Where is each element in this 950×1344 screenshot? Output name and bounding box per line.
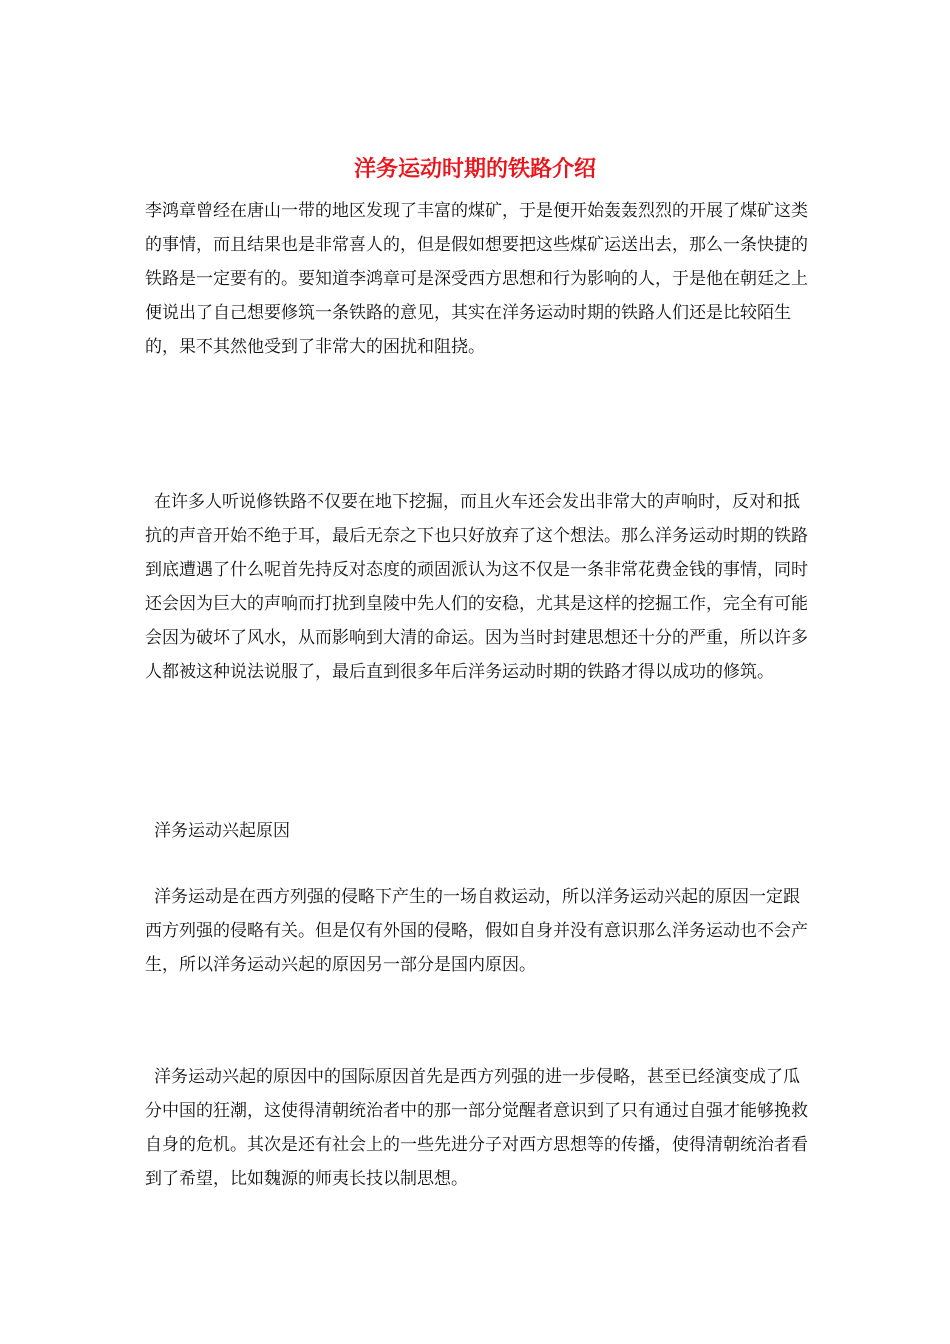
document-title: 洋务运动时期的铁路介绍: [353, 156, 596, 182]
paragraph-railway-opposition: 在许多人听说修铁路不仅要在地下挖掘，而且火车还会发出非常大的声响时，反对和抵抗的声音开始不绝于耳，最后无奈之下也只好放弃了这个想法。那么洋务运动时期的铁路到底遭遇了什么呢首先持反对态度的顽固派认为这不仅是一条非常花费金钱的事情，同时还会因为巨大的声响而打扰到皇陵中先人们的安稳，尤其是这样的挖掘工作，完全有可能会因为破坏了风水，从而影响到大清的命运。因为当时封建思想还十分的严重，所以许多人都被这种说法说服了，最后直到很多年后洋务运动时期的铁路才得以成功的修筑。: [145, 492, 808, 682]
paragraph-li-hongzhang-coal-mine: 李鸿章曾经在唐山一带的地区发现了丰富的煤矿，于是便开始轰轰烈烈的开展了煤矿这类的事情，而且结果也是非常喜人的，但是假如想要把这些煤矿运送出去，那么一条快捷的铁路是一定要有的。要知道李鸿章可是深受西方思想和行为影响的人，于是他在朝廷之上便说出了自己想要修筑一条铁路的意见，其实在洋务运动时期的铁路人们还是比较陌生的，果不其然他受到了非常大的困扰和阻挠。: [145, 201, 808, 357]
section-heading-causes: 洋务运动兴起原因: [154, 821, 290, 841]
paragraph-causes-overview: 洋务运动是在西方列强的侵略下产生的一场自救运动，所以洋务运动兴起的原因一定跟西方列强的侵略有关。但是仅有外国的侵略，假如自身并没有意识那么洋务运动也不会产生，所以洋务运动兴起的原因另一部分是国内原因。: [145, 887, 808, 975]
paragraph-international-causes: 洋务运动兴起的原因中的国际原因首先是西方列强的进一步侵略，甚至已经演变成了瓜分中国的狂潮，这使得清朝统治者中的那一部分觉醒者意识到了只有通过自强才能够挽救自身的危机。其次是还有社会上的一些先进分子对西方思想等的传播，使得清朝统治者看到了希望，比如魏源的师夷长技以制思想。: [145, 1067, 808, 1189]
